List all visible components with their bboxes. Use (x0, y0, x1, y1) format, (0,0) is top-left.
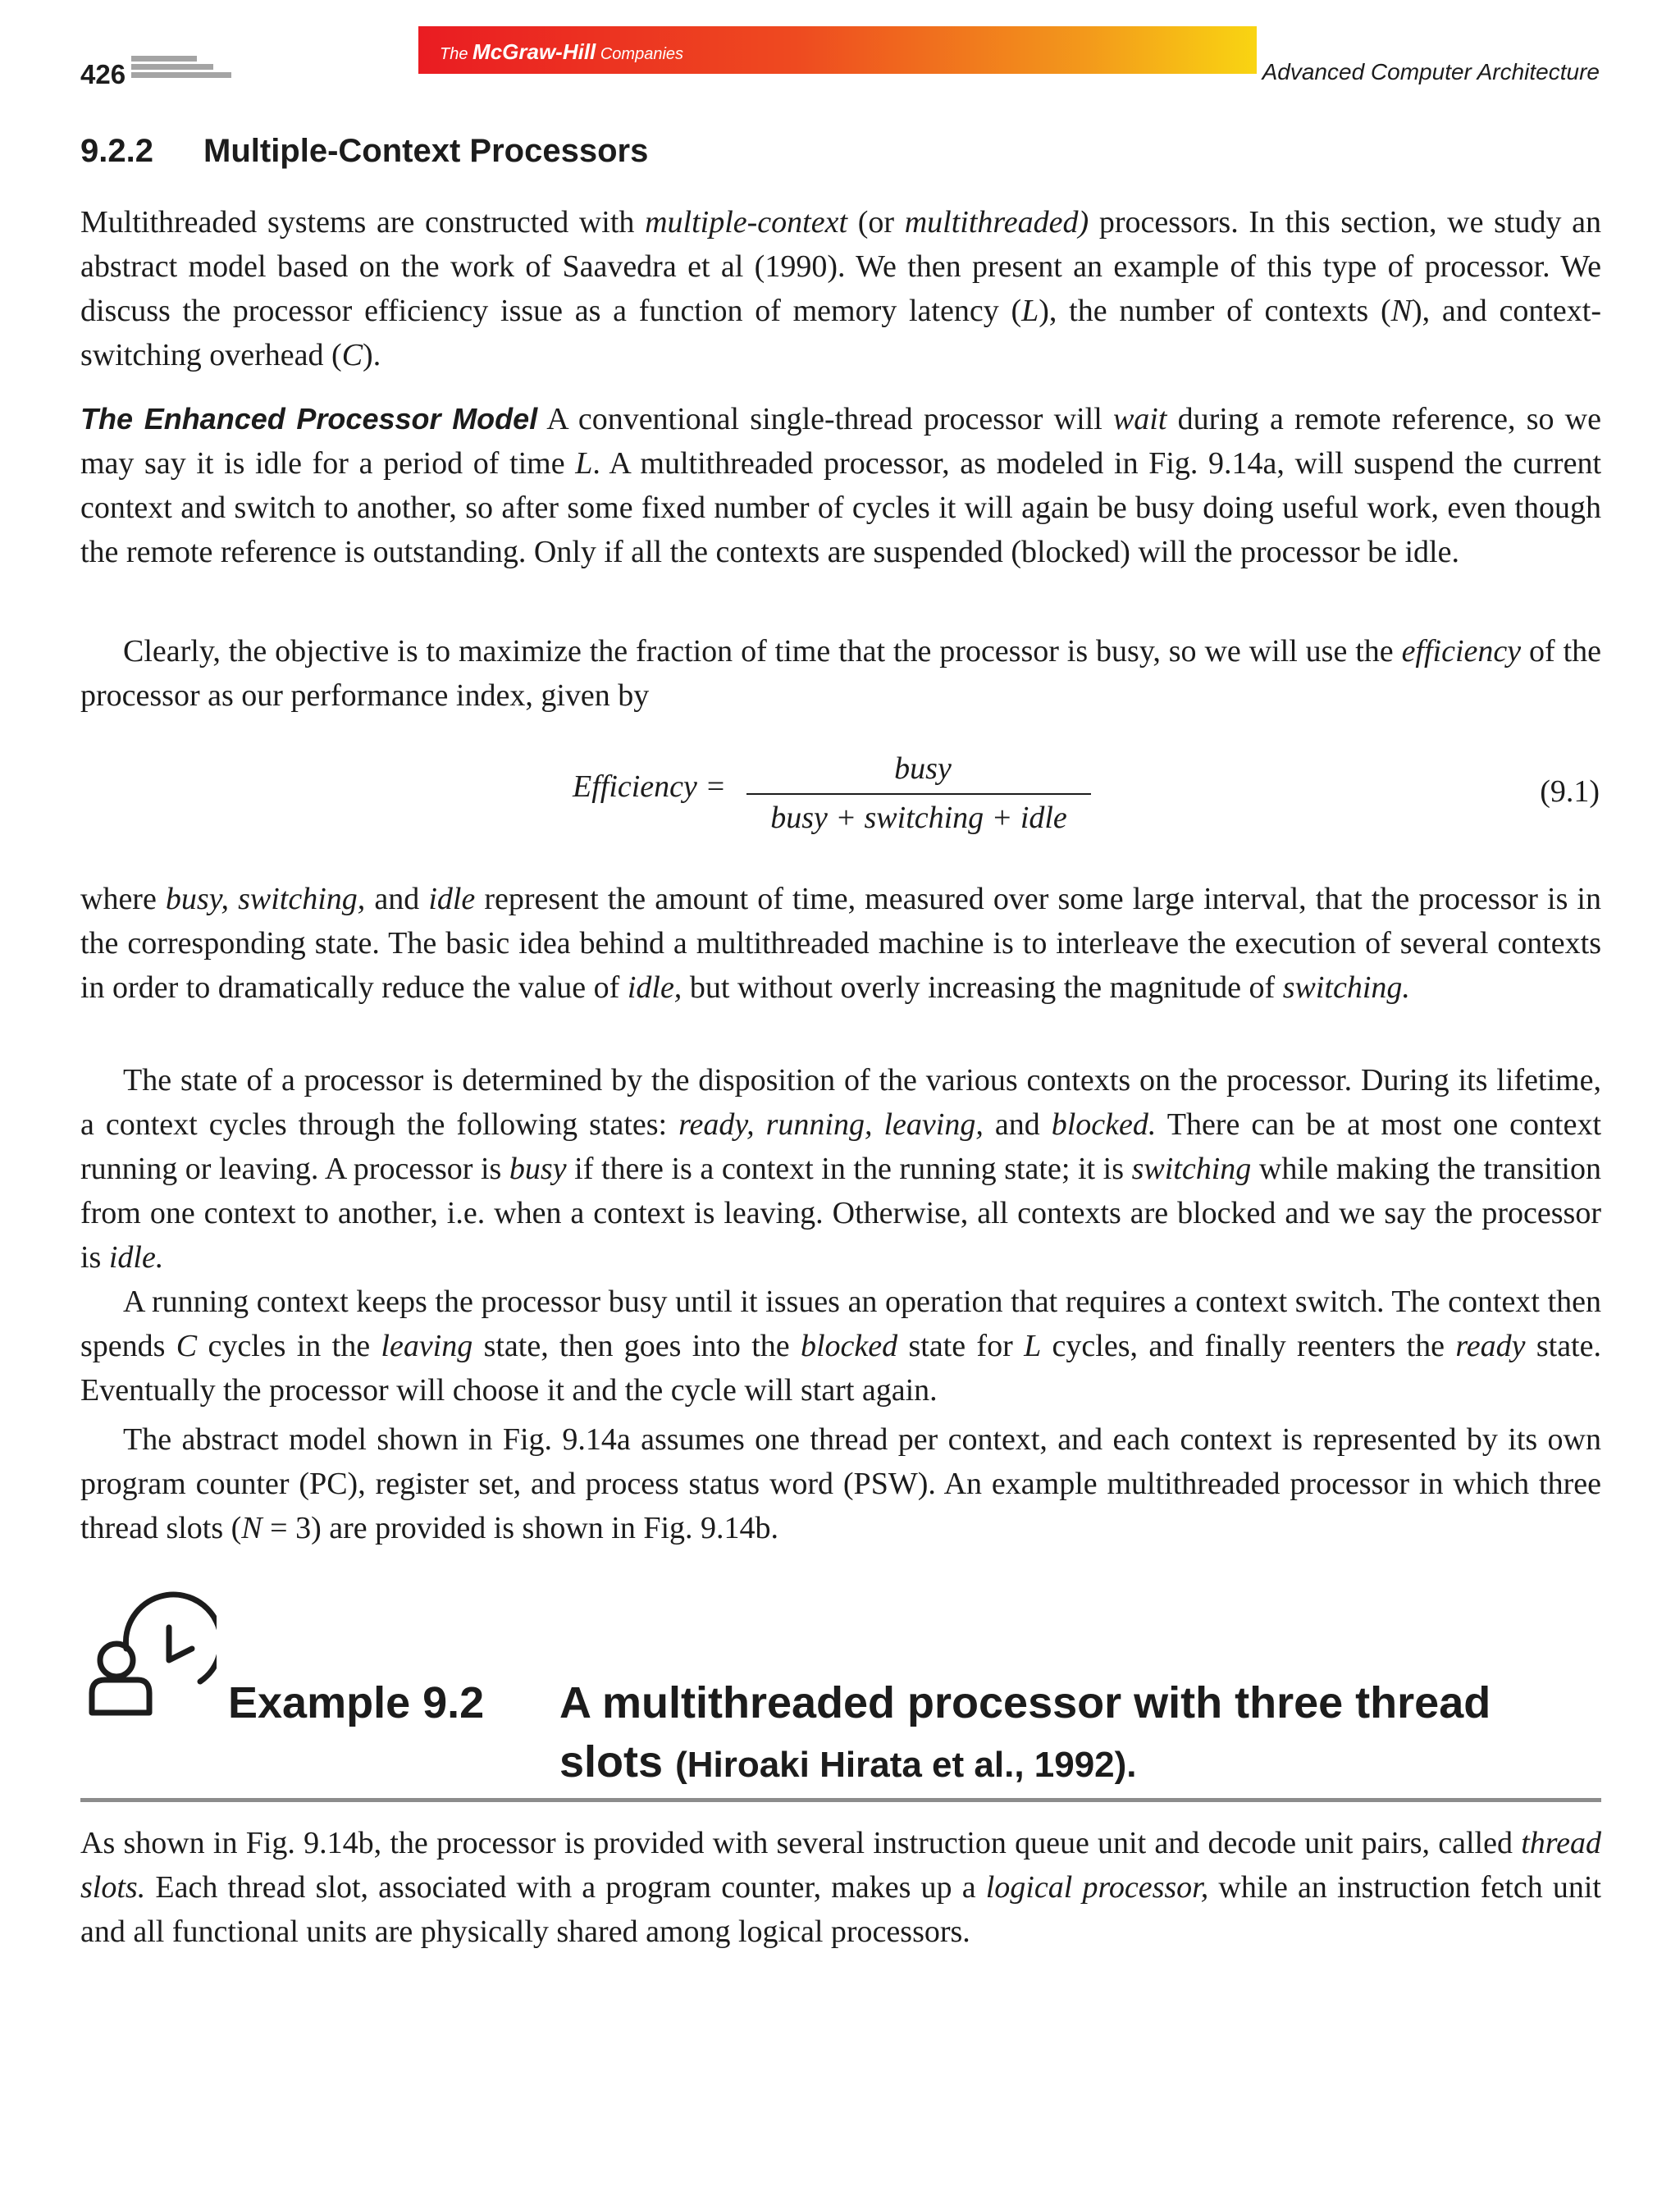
paragraph-where: where busy, switching, and idle represent the amount of time, measured over some large interval, that the processor is in the corresponding state. The basic idea behind a multithreaded machine is to interleave the execution of several contexts in order to dramatically reduce the value of idle, but without overly increasing the magnitude of switching. (80, 882, 1601, 1005)
equation-numerator: busy (894, 751, 952, 786)
example-title-line2: slots (Hiroaki Hirata et al., 1992). (559, 1737, 1137, 1787)
section-number: 9.2.2 (80, 133, 153, 169)
paragraph-running-context: A running context keeps the processor busy until it issues an operation that requires a context switch. The context then spends C cycles in the leaving state, then goes into the blocked state for L cycles, and finally reenters the ready state. Eventually the processor will choose it and the cycle will start again. (80, 1285, 1601, 1408)
publisher-band (418, 26, 1257, 74)
example-citation: (Hiroaki Hirata et al., 1992). (675, 1745, 1137, 1785)
person-clock-icon (77, 1591, 217, 1723)
example-rule (80, 1798, 1601, 1802)
fraction-bar (746, 793, 1091, 795)
run-in-heading: The Enhanced Processor Model (80, 402, 538, 436)
paragraph-example-body: As shown in Fig. 9.14b, the processor is provided with several instruction queue unit and decode unit pairs, called thread slots. Each thread slot, associated with a program counter, makes up a logical processor, while an instruction fetch unit and all functional units are physically shared among logical processors. (80, 1826, 1601, 1949)
section-heading (80, 133, 648, 170)
example-title-line1: A multithreaded processor with three thread (559, 1678, 1491, 1727)
section-title: Multiple-Context Processors (203, 133, 649, 169)
equation-denominator: busy + switching + idle (770, 801, 1067, 835)
paragraph-abstract-model: The abstract model shown in Fig. 9.14a assumes one thread per context, and each context is represented by its own program counter (PC), register set, and process status word (PSW). An example multithreaded processor in which three thread slots (N = 3) are provided is shown in Fig. 9.14b. (80, 1422, 1601, 1545)
equation-number: (9.1) (1540, 774, 1600, 809)
paragraph-states: The state of a processor is determined by the disposition of the various contexts on the processor. During its lifetime, a context cycles through the following states: ready, running, leaving, and blocked. There can be at most one context running or leaving. A processor is busy if there is a context in the running state; it is switching while making the transition from one context to another, i.e. when a context is leaving. Otherwise, all contexts are blocked and we say the processor is idle. (80, 1063, 1602, 1275)
header-decoration (131, 56, 231, 79)
paragraph-intro: Multithreaded systems are constructed with multiple-context (or multithreaded) processors. In this section, we study an abstract model based on the work of Saavedra et al (1990). We then present an example of this type of processor. We discuss the processor efficiency issue as a function of memory latency (L), the number of contexts (N), and context-switching overhead (C). (80, 205, 1602, 372)
paragraph-efficiency: Clearly, the objective is to maximize the fraction of time that the processor is busy, so we will use the efficiency of the processor as our performance index, given by (80, 634, 1602, 713)
equation-lhs: Efficiency = (573, 769, 727, 804)
publisher-logo: The McGraw-Hill Companies (440, 39, 684, 64)
equation-9-1 (0, 742, 1680, 841)
paragraph-enhanced-model: The Enhanced Processor Model A conventional single-thread processor will wait during a remote reference, so we may say it is idle for a period of time L. A multithreaded processor, as modeled in Fig. 9.14a, will suspend the current context and switch to another, so after some fixed number of cycles it will again be busy doing useful work, even though the remote reference is outstanding. Only if all the contexts are suspended (blocked) will the processor be idle. (80, 402, 1601, 569)
example-label: Example 9.2 (228, 1678, 485, 1727)
book-title: Advanced Computer Architecture (1262, 59, 1600, 84)
page-number: 426 (80, 59, 126, 89)
